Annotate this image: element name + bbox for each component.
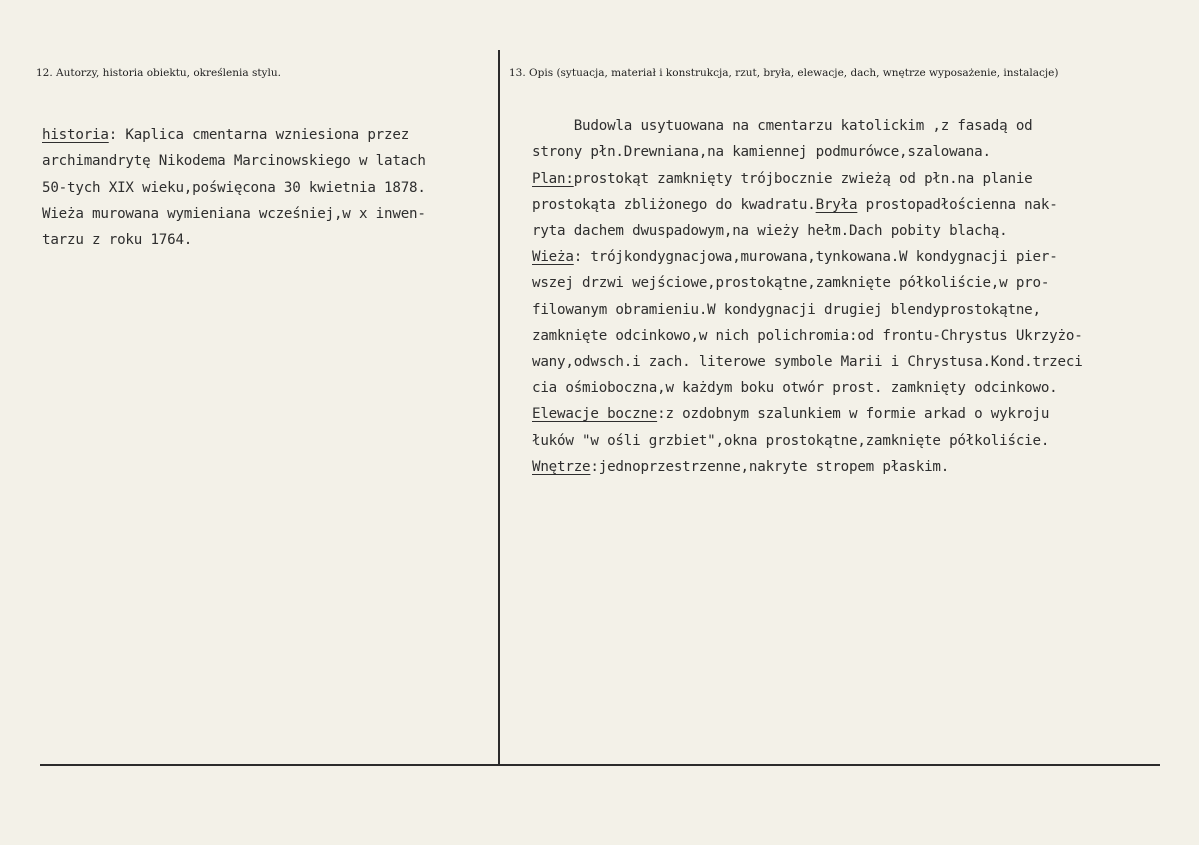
description-line: cia ośmioboczna,w każdym boku otwór prost. zamknięty odcinkowo. <box>532 380 1058 397</box>
history-label: historia <box>42 127 109 144</box>
description-line: łuków "w ośli grzbiet",okna prostokątne,zamknięte półkoliście. <box>532 432 1050 449</box>
history-line: Wieża murowana wymieniana wcześniej,w x inwen- <box>42 205 426 222</box>
description-line: Budowla usytuowana na cmentarzu katolickim ,z fasadą od <box>532 118 1033 135</box>
description-line: zamknięte odcinkowo,w nich polichromia:od frontu-Chrystus Ukrzyżo- <box>532 327 1083 344</box>
description-line: prostokąta zbliżonego do kwadratu.Bryła prostopadłościenna nak- <box>532 196 1058 213</box>
description-line: wany,odwsch.i zach. literowe symbole Marii i Chrystusa.Kond.trzeci <box>532 354 1083 371</box>
history-line: tarzu z roku 1764. <box>42 232 193 249</box>
column-divider <box>498 50 500 766</box>
description-line: Elewacje boczne:z ozdobnym szalunkiem w formie arkad o wykroju <box>532 406 1050 423</box>
section-12-header: 12. Autorzy, historia obiektu, określenia stylu. <box>36 67 281 79</box>
bryla-label: Bryła <box>815 196 858 213</box>
description-line: wszej drzwi wejściowe,prostokątne,zamknięte półkoliście,w pro- <box>532 275 1050 292</box>
bottom-rule <box>40 764 1160 766</box>
section-13-header: 13. Opis (sytuacja, materiał i konstrukcja, rzut, bryła, elewacje, dach, wnętrze wyposażenie, instalacje) <box>509 67 1059 79</box>
plan-label: Plan: <box>532 170 574 187</box>
history-line: historia: Kaplica cmentarna wzniesiona przez <box>42 127 410 144</box>
wieza-label: Wieża <box>532 249 574 266</box>
description-text-block <box>532 87 1083 532</box>
history-line: archimandrytę Nikodema Marcinowskiego w latach <box>42 153 426 170</box>
description-line: Plan:prostokąt zamknięty trójbocznie zwieżą od płn.na planie <box>532 170 1033 187</box>
description-line: strony płn.Drewniana,na kamiennej podmurówce,szalowana. <box>532 144 991 161</box>
description-line: Wnętrze:jednoprzestrzenne,nakryte stropem płaskim. <box>532 458 950 475</box>
wnetrze-label: Wnętrze <box>532 458 591 475</box>
history-line: 50-tych XIX wieku,poświęcona 30 kwietnia 1878. <box>42 179 426 196</box>
description-line: ryta dachem dwuspadowym,na wieży hełm.Dach pobity blachą. <box>532 223 1008 240</box>
elewacje-label: Elewacje boczne <box>532 406 658 423</box>
description-line: filowanym obramieniu.W kondygnacji drugiej blendyprostokątne, <box>532 301 1041 318</box>
description-line: Wieża: trójkondygnacjowa,murowana,tynkowana.W kondygnacji pier- <box>532 249 1058 266</box>
history-text-block <box>42 96 426 306</box>
